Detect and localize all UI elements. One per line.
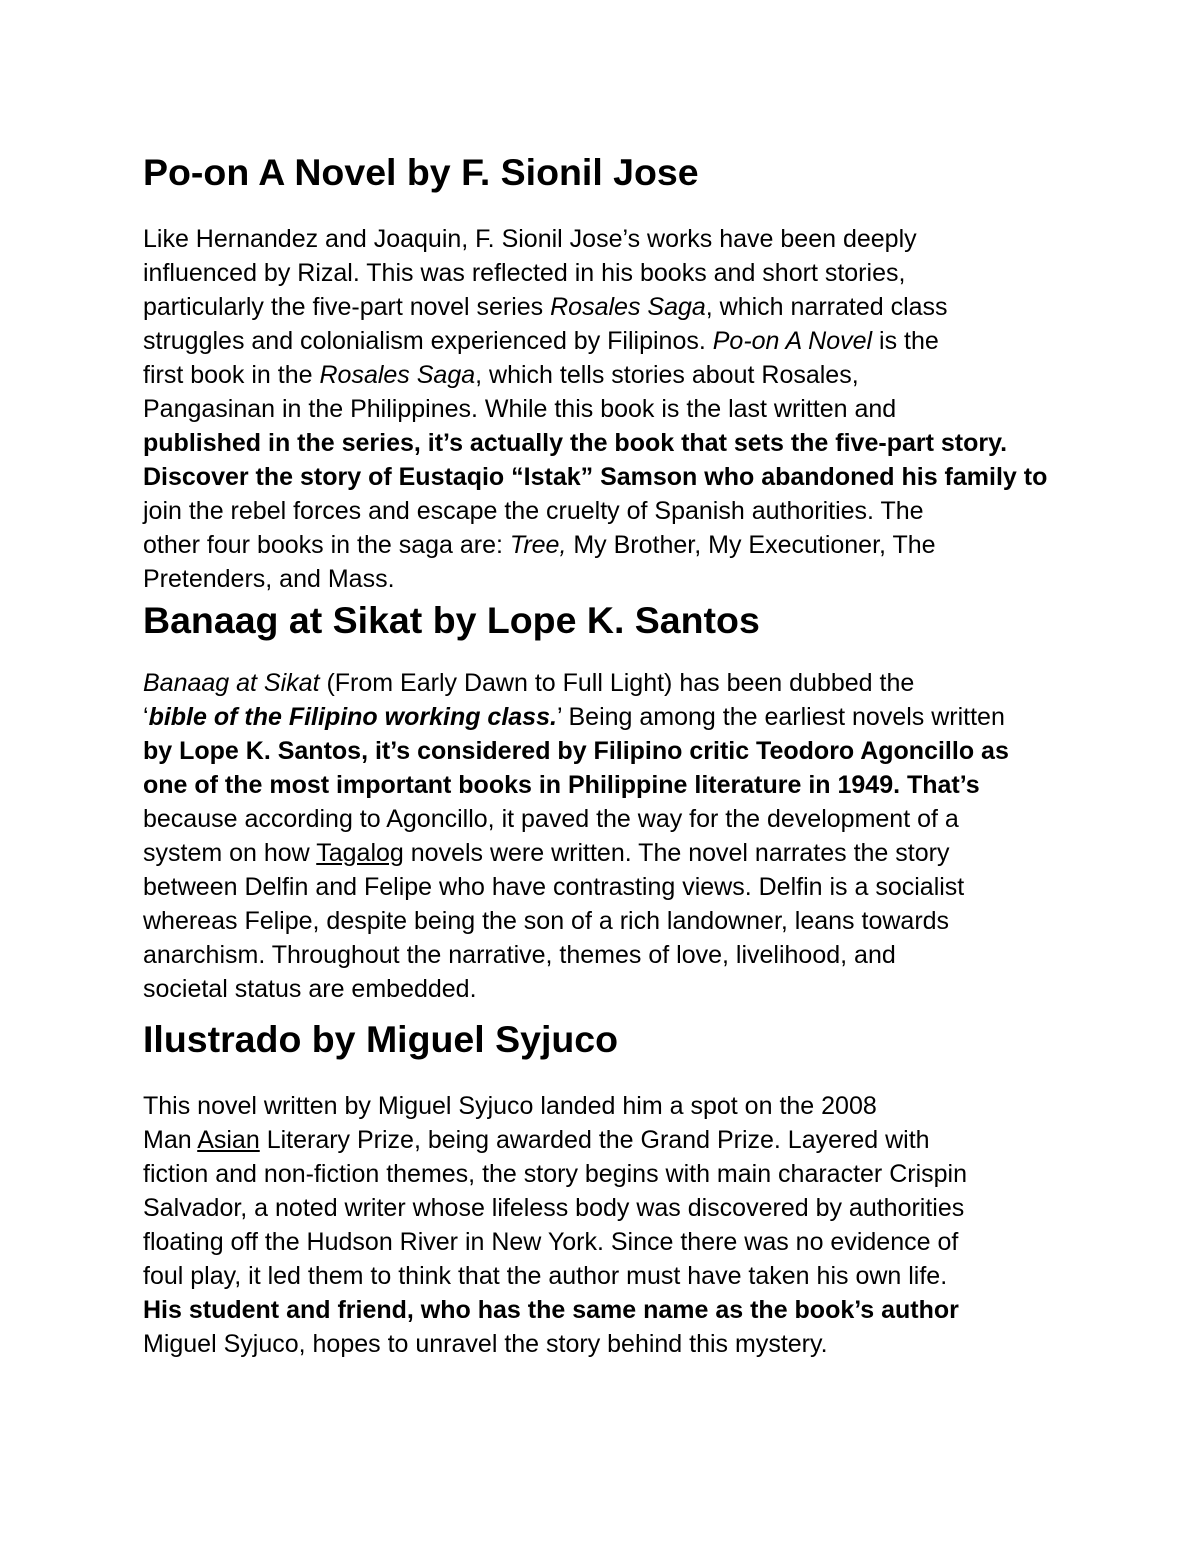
text-line: anarchism. Throughout the narrative, themes of love, livelihood, and [143, 941, 896, 969]
text-line: because according to Agoncillo, it paved the way for the development of a [143, 805, 959, 833]
text-line: Miguel Syjuco, hopes to unravel the story behind this mystery. [143, 1330, 828, 1358]
text-line: Pretenders, and Mass. [143, 565, 395, 593]
italic-title-rosales-saga: Rosales Saga [550, 293, 706, 321]
text-line: Discover the story of Eustaqio “Istak” Samson who abandoned his family to [143, 463, 1048, 491]
text-line: published in the series, it’s actually the book that sets the five-part story. [143, 429, 1008, 457]
text-line: Like Hernandez and Joaquin, F. Sionil Jose’s works have been deeply [143, 225, 917, 253]
text-line: floating off the Hudson River in New York. Since there was no evidence of [143, 1228, 959, 1256]
link-asian[interactable]: Asian [197, 1126, 260, 1154]
text-line: by Lope K. Santos, it’s considered by Filipino critic Teodoro Agoncillo as [143, 737, 1009, 765]
text-line: first book in the Rosales Saga, which tells stories about Rosales, [143, 361, 859, 389]
section-paragraph-ilustrado [143, 1089, 1063, 1361]
text-line: Salvador, a noted writer whose lifeless body was discovered by authorities [143, 1194, 965, 1222]
italic-title-tree: Tree, [509, 531, 567, 559]
text-line: between Delfin and Felipe who have contrasting views. Delfin is a socialist [143, 873, 965, 901]
text-line: fiction and non-fiction themes, the story begins with main character Crispin [143, 1160, 967, 1188]
text-line: one of the most important books in Philippine literature in 1949. That’s [143, 771, 980, 799]
section-heading-ilustrado: Ilustrado by Miguel Syjuco [143, 1018, 619, 1060]
text-line: societal status are embedded. [143, 975, 477, 1003]
text-line: system on how Tagalog novels were written. The novel narrates the story [143, 839, 950, 867]
italic-title-rosales-saga: Rosales Saga [319, 361, 476, 389]
text-line: This novel written by Miguel Syjuco landed him a spot on the 2008 [143, 1092, 877, 1120]
text-line: particularly the five-part novel series Rosales Saga, which narrated class [143, 293, 948, 321]
link-tagalog[interactable]: Tagalog [316, 839, 404, 867]
text-line: join the rebel forces and escape the cruelty of Spanish authorities. The [143, 497, 924, 525]
italic-title-po-on: Po-on A Novel [712, 327, 873, 355]
section-heading-po-on: Po-on A Novel by F. Sionil Jose [143, 151, 699, 193]
text-line: Pangasinan in the Philippines. While this book is the last written and [143, 395, 897, 423]
text-line: struggles and colonialism experienced by Filipinos. Po-on A Novel is the [143, 327, 939, 355]
section-paragraph-po-on [143, 222, 1063, 596]
text-line: ‘bible of the Filipino working class.’ Being among the earliest novels written [143, 703, 1005, 731]
italic-title-banaag-at-sikat: Banaag at Sikat [143, 669, 320, 697]
section-paragraph-banaag-at-sikat [143, 666, 1063, 1006]
text-line: Banaag at Sikat (From Early Dawn to Full Light) has been dubbed the [143, 669, 915, 697]
document-page [143, 151, 1063, 1361]
text-line: foul play, it led them to think that the author must have taken his own life. [143, 1262, 948, 1290]
text-line: His student and friend, who has the same name as the book’s author [143, 1296, 959, 1324]
bold-italic-quote: bible of the Filipino working class. [148, 703, 557, 731]
text-line: influenced by Rizal. This was reflected in his books and short stories, [143, 259, 906, 287]
text-line: whereas Felipe, despite being the son of a rich landowner, leans towards [143, 907, 950, 935]
text-line: other four books in the saga are: Tree, My Brother, My Executioner, The [143, 531, 936, 559]
section-heading-banaag-at-sikat: Banaag at Sikat by Lope K. Santos [143, 599, 760, 641]
text-line: Man Asian Literary Prize, being awarded the Grand Prize. Layered with [143, 1126, 930, 1154]
